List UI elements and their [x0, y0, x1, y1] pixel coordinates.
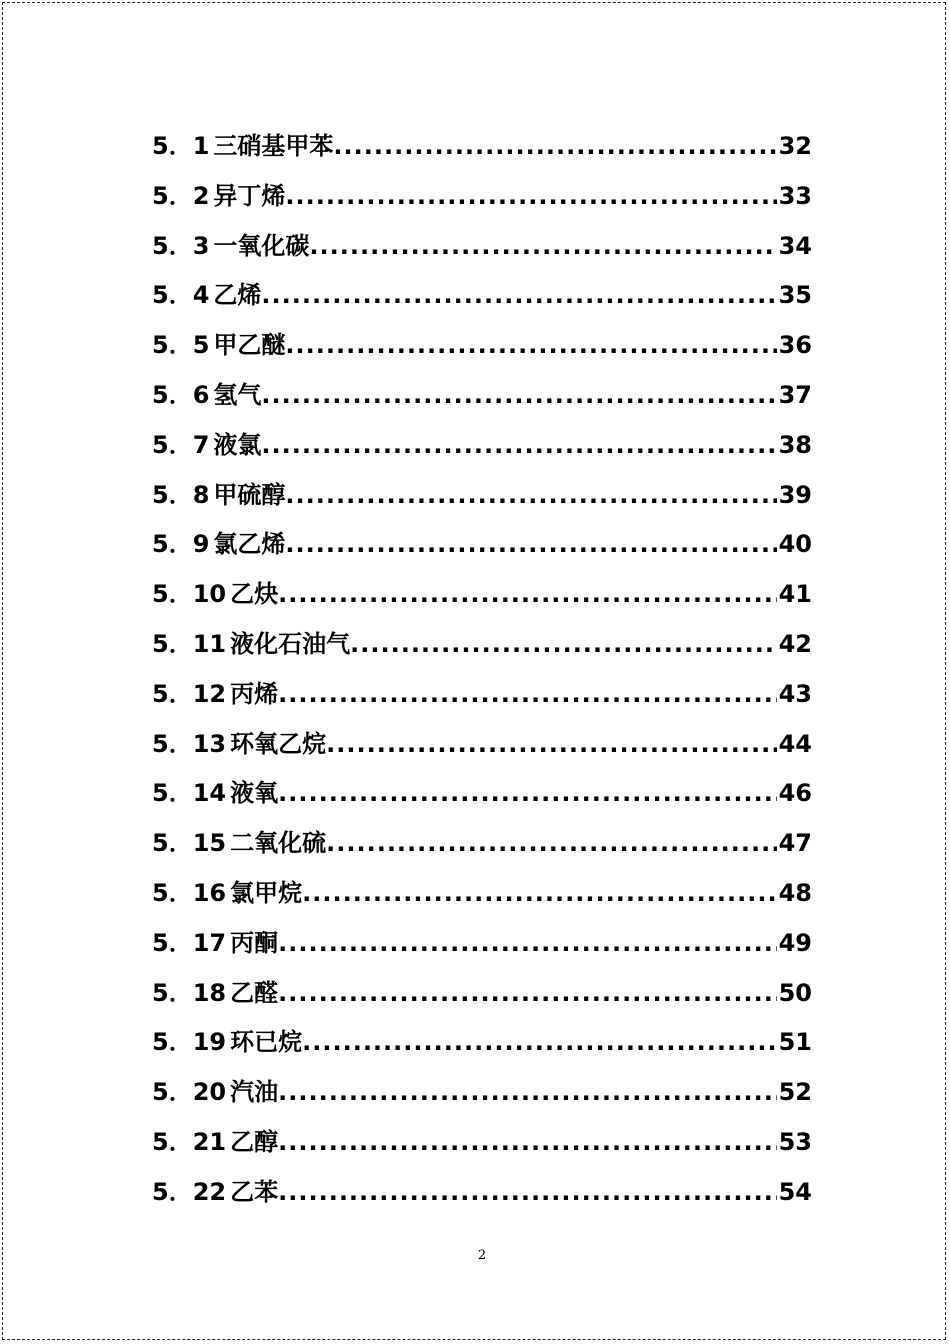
- toc-leader-dots: [350, 620, 776, 670]
- toc-entry[interactable]: [152, 122, 812, 172]
- toc-entry-title: 氯乙烯: [213, 530, 286, 559]
- toc-leader-dots: [278, 670, 776, 720]
- toc-entry-title: 二氧化硫: [230, 829, 327, 858]
- toc-entry[interactable]: [152, 919, 812, 969]
- toc-entry[interactable]: [152, 371, 812, 421]
- toc-leader-dots: [278, 769, 776, 819]
- toc-entry[interactable]: [152, 271, 812, 321]
- toc-entry-number: 5．5: [152, 331, 210, 360]
- toc-entry-number: 5．7: [152, 430, 210, 459]
- toc-entry-page: 46: [778, 779, 812, 808]
- toc-leader-dots: [278, 1068, 776, 1118]
- toc-entry-title: 一氧化碳: [213, 231, 310, 260]
- toc-entry-title: 乙烯: [213, 281, 262, 310]
- toc-leader-dots: [326, 720, 776, 770]
- toc-entry-number: 5．20: [152, 1078, 227, 1107]
- toc-entry[interactable]: [152, 421, 812, 471]
- page-number: 2: [477, 1248, 487, 1263]
- toc-entry-page: 49: [778, 928, 812, 957]
- toc-entry-number: 5．8: [152, 480, 210, 509]
- toc-entry-page: 53: [778, 1127, 812, 1156]
- toc-entry-page: 48: [778, 878, 812, 907]
- toc-entry-page: 43: [778, 679, 812, 708]
- toc-entry-page: 41: [778, 580, 812, 609]
- toc-leader-dots: [326, 819, 776, 869]
- toc-entry-title: 丙酮: [230, 928, 279, 957]
- toc-leader-dots: [302, 869, 776, 919]
- toc-leader-dots: [278, 919, 776, 969]
- toc-entry-page: 51: [778, 1028, 812, 1057]
- toc-entry[interactable]: [152, 769, 812, 819]
- toc-entry-page: 37: [778, 380, 812, 409]
- toc-entry-page: 35: [778, 281, 812, 310]
- toc-entry-page: 42: [778, 629, 812, 658]
- toc-entry-number: 5．22: [152, 1177, 227, 1206]
- toc-leader-dots: [261, 421, 776, 471]
- toc-entry-title: 异丁烯: [213, 181, 286, 210]
- toc-entry[interactable]: [152, 969, 812, 1019]
- toc-entry-number: 5．12: [152, 679, 227, 708]
- toc-entry-page: 32: [778, 132, 812, 160]
- toc-entry-title: 氯甲烷: [230, 878, 303, 907]
- toc-leader-dots: [285, 520, 776, 570]
- toc-entry-title: 环已烷: [230, 1028, 303, 1057]
- toc-entry[interactable]: [152, 321, 812, 371]
- toc-entry[interactable]: [152, 620, 812, 670]
- toc-entry[interactable]: [152, 172, 812, 222]
- toc-entry-number: 5．6: [152, 380, 210, 409]
- toc-entry-title: 乙炔: [230, 580, 279, 609]
- toc-entry[interactable]: [152, 1068, 812, 1118]
- toc-entry-title: 汽油: [230, 1078, 279, 1107]
- toc-entry[interactable]: [152, 520, 812, 570]
- table-of-contents: [152, 122, 812, 1218]
- toc-entry-title: 液氯: [213, 430, 262, 459]
- toc-entry-number: 5．4: [152, 281, 210, 310]
- toc-entry-number: 5．9: [152, 530, 210, 559]
- toc-entry-page: 52: [778, 1078, 812, 1107]
- toc-leader-dots: [278, 570, 776, 620]
- toc-entry-title: 液化石油气: [230, 629, 351, 658]
- toc-entry-title: 丙烯: [230, 679, 279, 708]
- toc-entry[interactable]: [152, 1168, 812, 1218]
- toc-leader-dots: [278, 1168, 776, 1218]
- toc-entry[interactable]: [152, 471, 812, 521]
- toc-entry-title: 液氧: [230, 779, 279, 808]
- toc-entry-number: 5．14: [152, 779, 227, 808]
- toc-entry-page: 33: [778, 181, 812, 210]
- toc-entry[interactable]: [152, 222, 812, 272]
- toc-entry-title: 环氧乙烷: [230, 729, 327, 758]
- toc-entry[interactable]: [152, 1018, 812, 1068]
- toc-entry-page: 50: [778, 978, 812, 1007]
- toc-entry[interactable]: [152, 720, 812, 770]
- toc-entry[interactable]: [152, 570, 812, 620]
- toc-entry-title: 乙醇: [230, 1127, 279, 1156]
- toc-leader-dots: [285, 471, 776, 521]
- toc-entry-page: 47: [778, 829, 812, 858]
- toc-entry-page: 39: [778, 480, 812, 509]
- toc-leader-dots: [278, 969, 776, 1019]
- toc-leader-dots: [309, 222, 776, 272]
- toc-leader-dots: [278, 1118, 776, 1168]
- toc-entry[interactable]: [152, 819, 812, 869]
- toc-entry-title: 氢气: [213, 380, 262, 409]
- toc-entry-number: 5．19: [152, 1028, 227, 1057]
- toc-entry-page: 38: [778, 430, 812, 459]
- toc-entry-number: 5．11: [152, 629, 227, 658]
- toc-leader-dots: [285, 321, 776, 371]
- toc-entry-title: 甲乙醚: [213, 331, 286, 360]
- toc-leader-dots: [261, 371, 776, 421]
- toc-entry-number: 5．2: [152, 181, 210, 210]
- toc-entry[interactable]: [152, 670, 812, 720]
- toc-entry-number: 5．16: [152, 878, 227, 907]
- toc-entry-number: 5．1: [152, 132, 210, 160]
- toc-entry-number: 5．17: [152, 928, 227, 957]
- toc-leader-dots: [285, 172, 776, 222]
- toc-entry-number: 5．21: [152, 1127, 227, 1156]
- toc-entry-title: 甲硫醇: [213, 480, 286, 509]
- toc-entry-page: 54: [778, 1177, 812, 1206]
- toc-entry-number: 5．15: [152, 829, 227, 858]
- toc-entry-page: 34: [778, 231, 812, 260]
- toc-entry[interactable]: [152, 1118, 812, 1168]
- toc-entry-number: 5．18: [152, 978, 227, 1007]
- toc-entry-page: 40: [778, 530, 812, 559]
- toc-entry-title: 三硝基甲苯: [213, 132, 334, 160]
- toc-leader-dots: [261, 271, 776, 321]
- toc-leader-dots: [333, 122, 776, 172]
- toc-entry-page: 36: [778, 331, 812, 360]
- toc-entry-title: 乙苯: [230, 1177, 279, 1206]
- toc-leader-dots: [302, 1018, 776, 1068]
- toc-entry-number: 5．13: [152, 729, 227, 758]
- toc-entry-number: 5．3: [152, 231, 210, 260]
- toc-entry-page: 44: [778, 729, 812, 758]
- toc-entry-number: 5．10: [152, 580, 227, 609]
- toc-entry-title: 乙醛: [230, 978, 279, 1007]
- toc-entry[interactable]: [152, 869, 812, 919]
